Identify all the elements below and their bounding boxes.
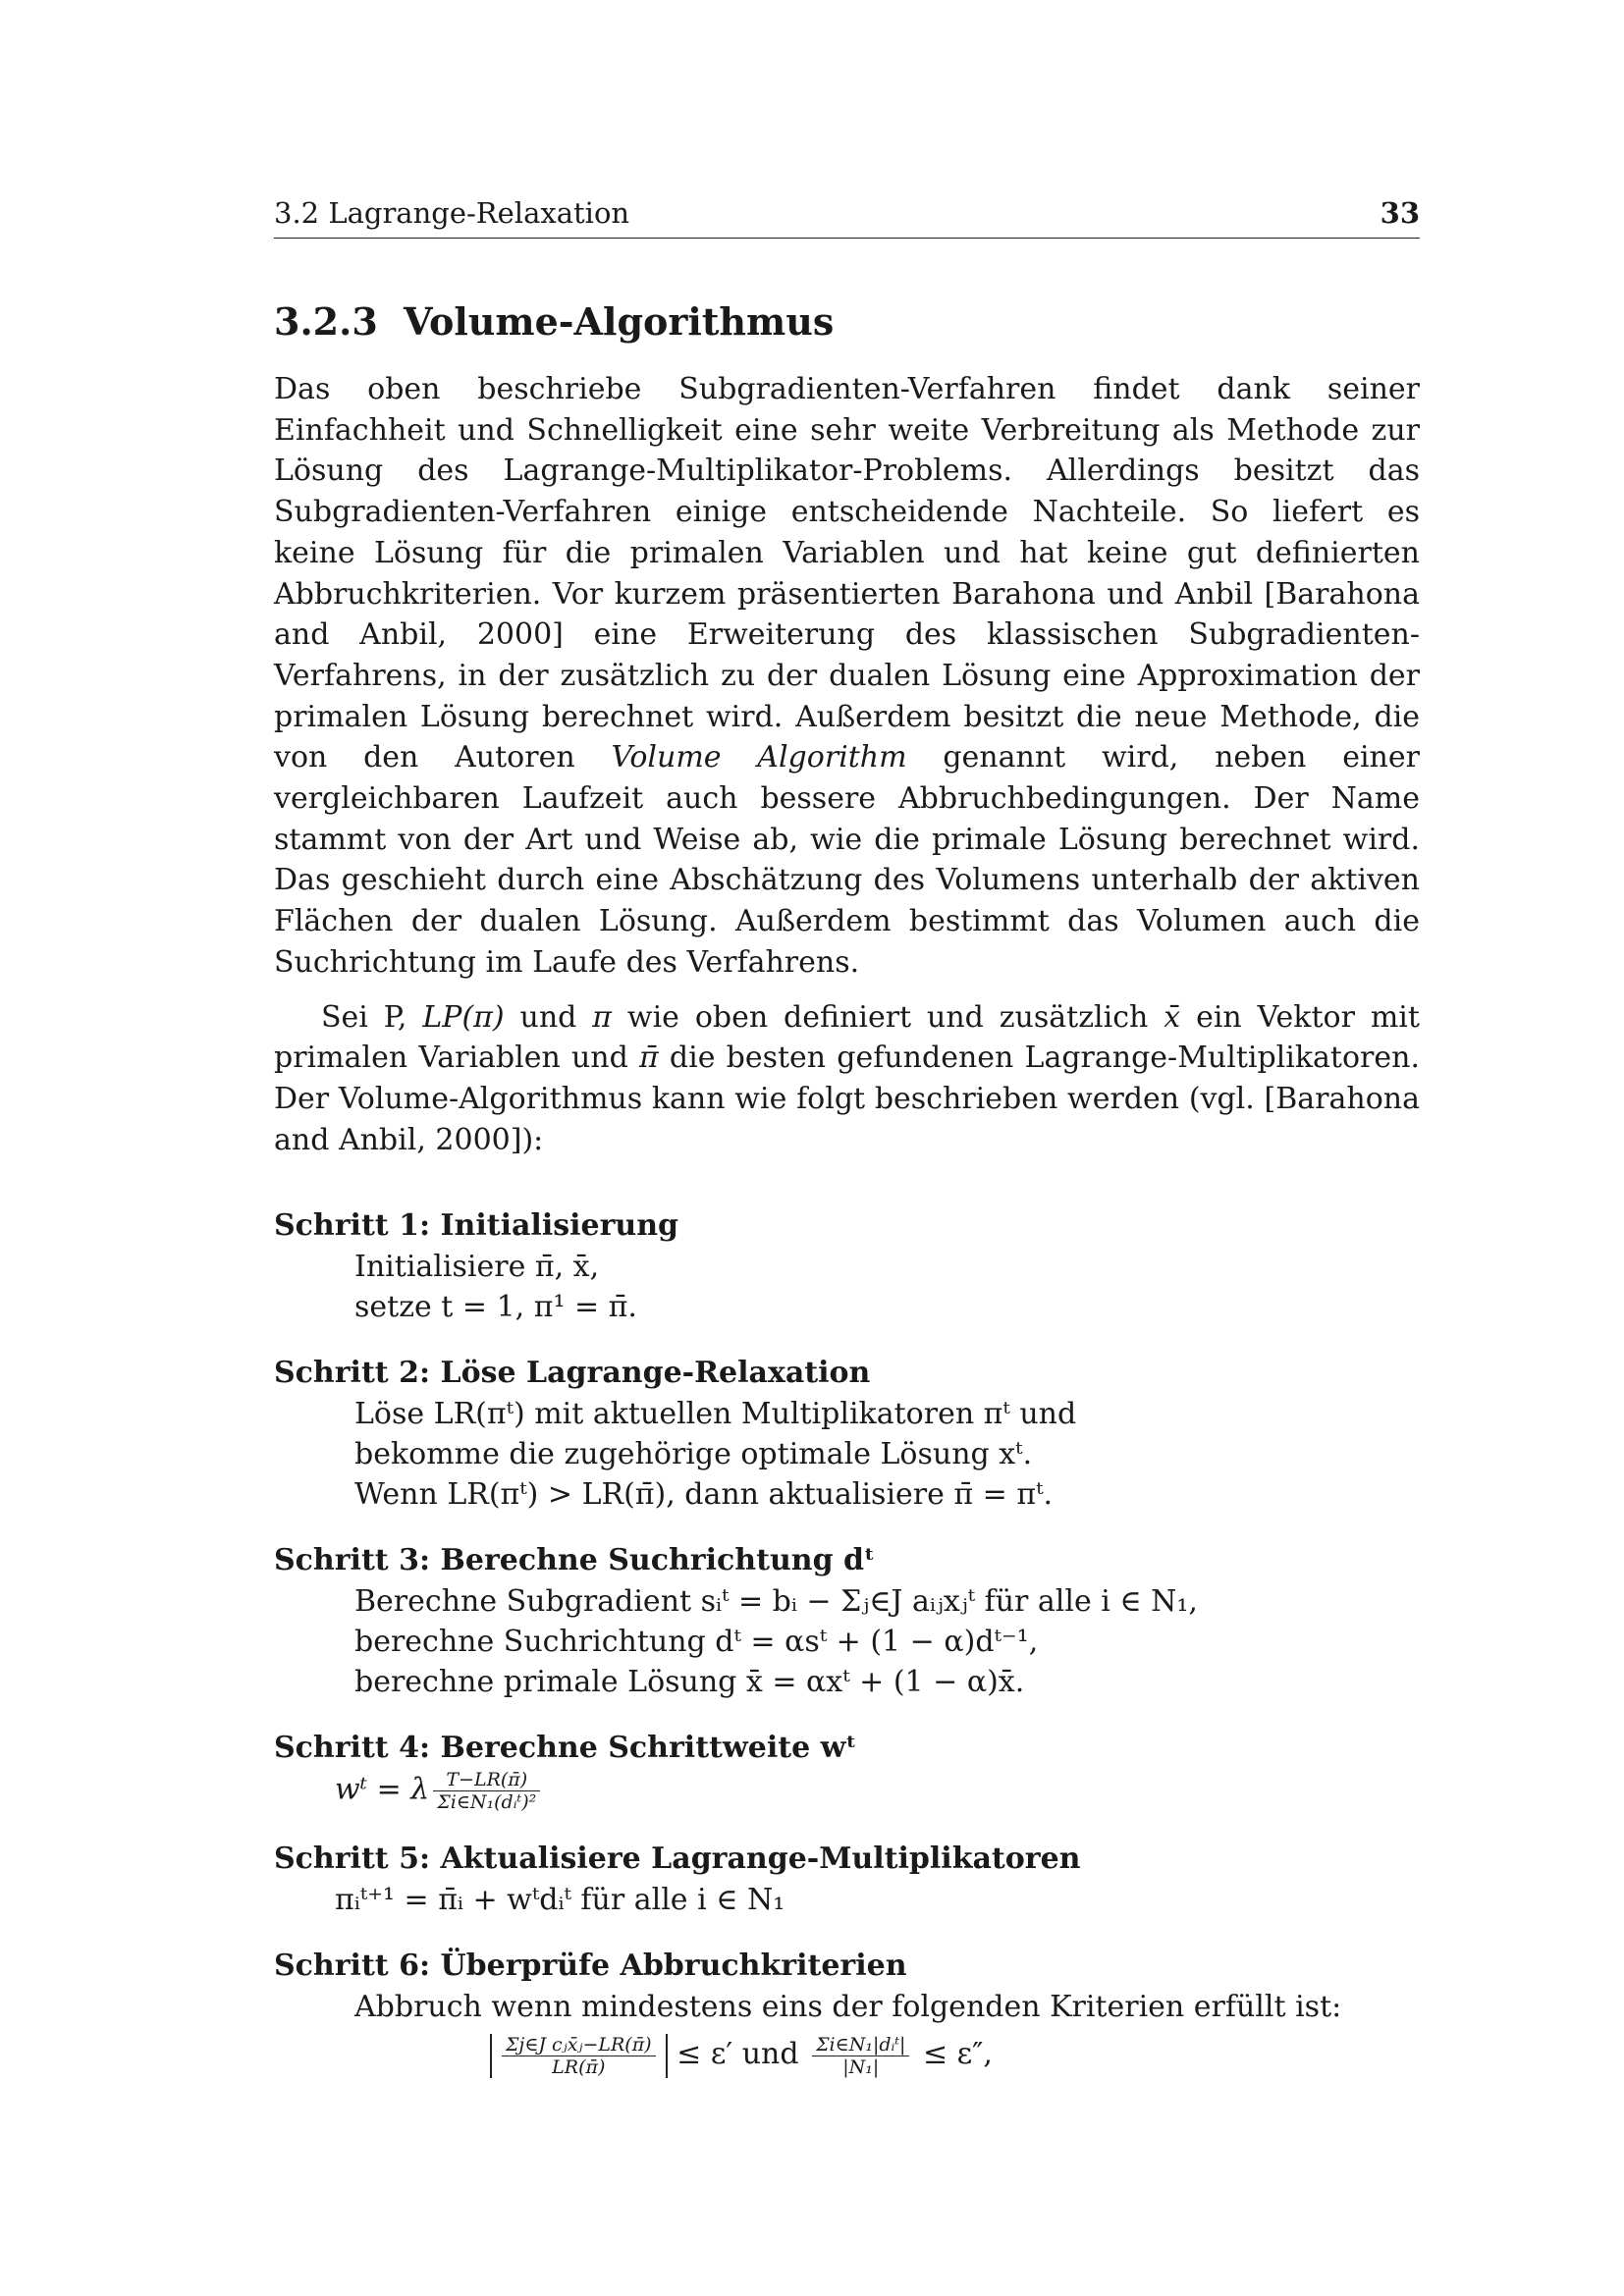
step-5-line-1: πᵢᵗ⁺¹ = π̄ᵢ + wᵗdᵢᵗ für alle i ∈ N₁ <box>335 1883 785 1918</box>
criterion-1-denominator: LR(π̄) <box>552 2056 606 2078</box>
step-2-line-2: bekomme die zugehörige optimale Lösung xᵗ. <box>354 1437 1033 1472</box>
section-number: 3.2.3 <box>274 299 378 344</box>
step-4-fraction <box>433 1769 540 1813</box>
paragraph-intro-part1: Das oben beschriebe Subgradienten-Verfahren findet dank seiner Einfachheit und Schnelligkeit eine sehr weite Verbreitung als Methode zur Lösung des Lagrange-Multiplikator-Problems. Allerdings besitzt das Subgradienten-Verfahren einige entscheidende Nachteile. So liefert es keine Lösung für die primalen Variablen und hat keine gut definierten Abbruchkriterien. Vor kurzem präsentierten Barahona und Anbil [Barahona and Anbil, 2000] eine Erweiterung des klassischen Subgradienten-Verfahrens, in der zusätzlich zu der dualen Lösung eine Approximation der primalen Lösung berechnet wird. Außerdem besitzt die neue Methode, die von den Autoren <box>274 372 1420 775</box>
step-1-title: Schritt 1: Initialisierung <box>274 1208 679 1244</box>
criterion-2-denominator: |N₁| <box>842 2056 880 2078</box>
para2-math-2: π <box>592 999 612 1035</box>
step-3-line-3: berechne primale Lösung x̄ = αxᵗ + (1 − α)x̄. <box>354 1665 1025 1700</box>
step-6-criteria <box>274 2027 1420 2082</box>
step-2 <box>274 1353 1420 1515</box>
step-4-title: Schritt 4: Berechne Schrittweite wᵗ <box>274 1731 857 1766</box>
para2-text-1: Sei P, <box>321 999 407 1035</box>
section-title: Volume-Algorithmus <box>404 299 835 344</box>
step-5 <box>274 1839 1420 1920</box>
criterion-1-abs <box>490 2034 668 2078</box>
step-1-line-1: Initialisiere π̄, x̄, <box>354 1250 600 1285</box>
para2-text-3: wie oben definiert und zusätzlich <box>626 999 1149 1035</box>
step-1 <box>274 1205 1420 1327</box>
para2-text-5: die besten gefundenen Lagrange-Multiplikatoren. Der Volume-Algorithmus kann wie folgt beschrieben werden (vgl. [Barahona and Anbil, 2000]): <box>274 1041 1421 1157</box>
criterion-2-fraction <box>812 2034 909 2078</box>
criterion-2-numerator: Σi∈N₁|dᵢᵗ| <box>812 2034 909 2056</box>
para2-math-3: x̄ <box>1164 999 1181 1035</box>
paragraph-intro-part2: genannt wird, neben einer vergleichbaren Laufzeit auch bessere Abbruchbedingungen. Der Name stammt von der Art und Weise ab, wie die primale Lösung berechnet wird. Das geschieht durch eine Abschätzung des Volumens unterhalb der aktiven Flächen der dualen Lösung. Außerdem bestimmt das Volumen auch die Suchrichtung im Laufe des Verfahrens. <box>274 740 1420 980</box>
para2-text-2: und <box>519 999 577 1035</box>
step-4-formula-lhs: wᵗ = λ <box>335 1772 430 1807</box>
section-heading <box>274 299 1420 344</box>
step-6-title: Schritt 6: Überprüfe Abbruchkriterien <box>274 1949 907 1984</box>
step-5-title: Schritt 5: Aktualisiere Lagrange-Multiplikatoren <box>274 1842 1081 1877</box>
step-3 <box>274 1540 1420 1702</box>
paragraph-intro-emphasis: Volume Algorithm <box>611 740 907 775</box>
criterion-1-numerator: Σj∈J cⱼx̄ⱼ−LR(π̄) <box>502 2034 656 2056</box>
criterion-2-relation: ≤ ε″, <box>922 2037 993 2072</box>
step-4-fraction-numerator: T−LR(π̄) <box>433 1769 540 1791</box>
step-3-line-1: Berechne Subgradient sᵢᵗ = bᵢ − Σⱼ∈J aᵢⱼxⱼᵗ für alle i ∈ N₁, <box>354 1584 1198 1620</box>
step-4 <box>274 1728 1420 1813</box>
paragraph-definitions <box>274 997 1420 1161</box>
page-number: 33 <box>1380 196 1420 230</box>
step-1-line-2: setze t = 1, π¹ = π̄. <box>354 1290 637 1325</box>
step-4-formula <box>274 1769 1420 1813</box>
step-3-title: Schritt 3: Berechne Suchrichtung dᵗ <box>274 1543 876 1578</box>
page <box>274 196 1420 2108</box>
para2-math-4: π̄ <box>639 1041 659 1076</box>
step-6-line-1: Abbruch wenn mindestens eins der folgenden Kriterien erfüllt ist: <box>354 1990 1342 2025</box>
step-2-line-1: Löse LR(πᵗ) mit aktuellen Multiplikatoren πᵗ und <box>354 1397 1077 1432</box>
step-2-line-3: Wenn LR(πᵗ) > LR(π̄), dann aktualisiere π̄ = πᵗ. <box>354 1477 1054 1513</box>
step-3-line-2: berechne Suchrichtung dᵗ = αsᵗ + (1 − α)dᵗ⁻¹, <box>354 1625 1039 1660</box>
running-header-section: 3.2 Lagrange-Relaxation <box>274 196 630 230</box>
criterion-1-fraction <box>502 2034 656 2078</box>
algorithm-steps <box>274 1205 1420 2082</box>
running-header <box>274 196 1420 239</box>
step-6 <box>274 1946 1420 2082</box>
para2-math-1: LP(π) <box>422 999 505 1035</box>
paragraph-intro <box>274 369 1420 984</box>
para2-text-4: ein Vektor mit primalen Variablen und <box>274 999 1420 1076</box>
criterion-1-relation: ≤ ε′ und <box>677 2037 799 2072</box>
step-4-fraction-denominator: Σi∈N₁(dᵢᵗ)² <box>437 1791 537 1814</box>
step-2-title: Schritt 2: Löse Lagrange-Relaxation <box>274 1356 871 1391</box>
